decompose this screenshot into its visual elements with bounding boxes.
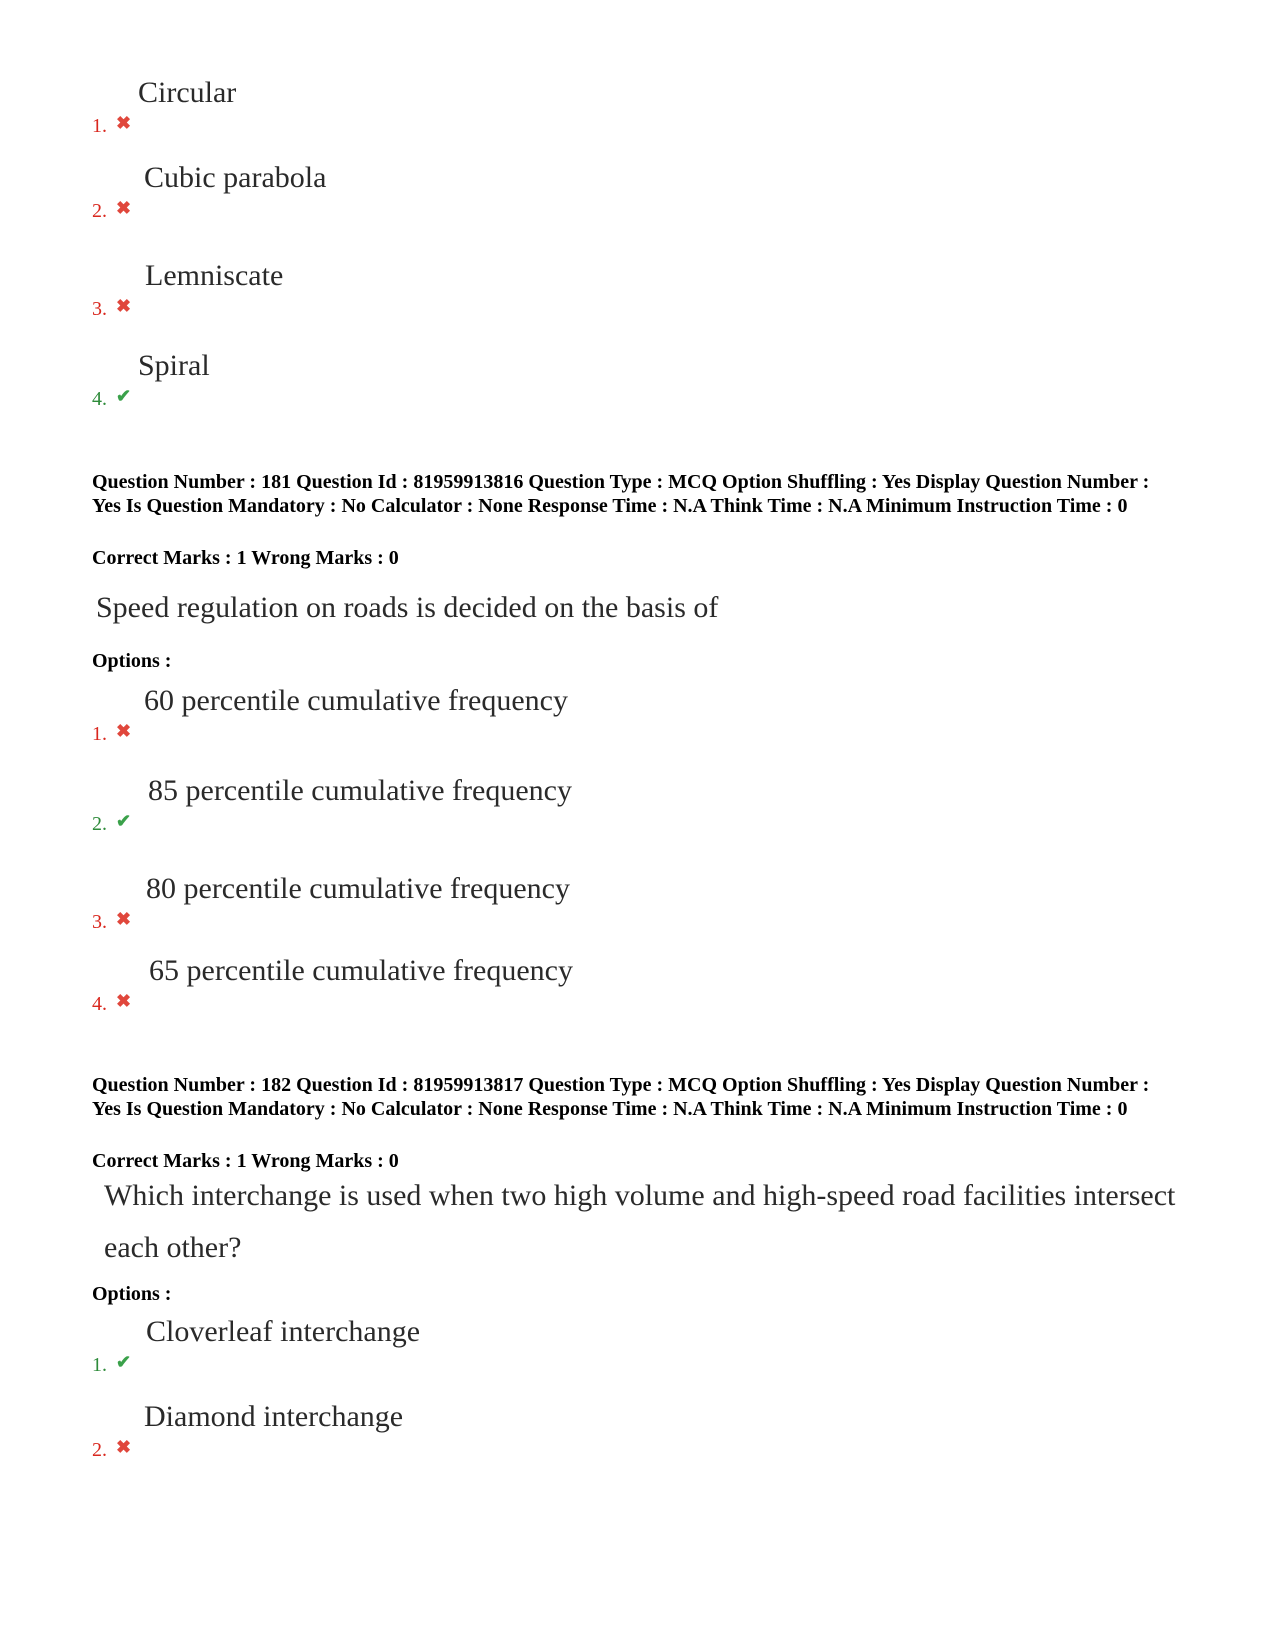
option-number: 3.: [92, 911, 107, 933]
option-text: Diamond interchange: [144, 1400, 404, 1433]
question-marks: Correct Marks : 1 Wrong Marks : 0: [92, 1150, 399, 1172]
option-text: Circular: [138, 76, 237, 109]
option-text: 65 percentile cumulative frequency: [149, 954, 573, 987]
option-text: 85 percentile cumulative frequency: [148, 774, 572, 807]
option-number: 4.: [92, 993, 107, 1015]
option-row: [92, 954, 792, 1014]
check-icon: ✔: [116, 1352, 132, 1372]
option-row: [92, 1400, 792, 1460]
option-text: 60 percentile cumulative frequency: [144, 684, 568, 717]
option-number: 1.: [92, 723, 107, 745]
check-icon: ✔: [116, 386, 132, 406]
option-row: [92, 1315, 792, 1375]
cross-icon: ✖: [116, 1437, 132, 1457]
question-text: Which interchange is used when two high volume and high-speed road facilities intersect each other?: [104, 1179, 1176, 1264]
options-label: Options :: [92, 650, 172, 672]
option-row: [92, 349, 792, 409]
cross-icon: ✖: [116, 991, 132, 1011]
options-label: Options :: [92, 1283, 172, 1305]
option-row: [92, 76, 792, 136]
option-text: Lemniscate: [145, 259, 284, 292]
option-text: Cloverleaf interchange: [146, 1315, 421, 1348]
cross-icon: ✖: [116, 113, 132, 133]
option-number: 1.: [92, 1354, 107, 1376]
cross-icon: ✖: [116, 198, 132, 218]
option-text: 80 percentile cumulative frequency: [146, 872, 570, 905]
option-row: [92, 161, 792, 221]
option-text: Cubic parabola: [144, 161, 327, 194]
option-text: Spiral: [138, 349, 210, 382]
option-number: 2.: [92, 200, 107, 222]
option-row: [92, 259, 792, 319]
check-icon: ✔: [116, 811, 132, 831]
option-number: 1.: [92, 115, 107, 137]
question-meta: Question Number : 181 Question Id : 81959913816 Question Type : MCQ Option Shuffling : Yes Display Question Number : Yes Is Question Mandatory : No Calculator : None Response Time : N.A Think Time : N.A Minimum Instruction Time : 0: [92, 471, 1150, 517]
option-number: 2.: [92, 813, 107, 835]
option-row: [92, 872, 792, 932]
cross-icon: ✖: [116, 296, 132, 316]
option-row: [92, 684, 792, 744]
question-meta: Question Number : 182 Question Id : 81959913817 Question Type : MCQ Option Shuffling : Yes Display Question Number : Yes Is Question Mandatory : No Calculator : None Response Time : N.A Think Time : N.A Minimum Instruction Time : 0: [92, 1074, 1150, 1120]
option-number: 2.: [92, 1439, 107, 1461]
question-marks: Correct Marks : 1 Wrong Marks : 0: [92, 547, 399, 569]
cross-icon: ✖: [116, 909, 132, 929]
cross-icon: ✖: [116, 721, 132, 741]
option-number: 4.: [92, 388, 107, 410]
option-row: [92, 774, 792, 834]
question-text: Speed regulation on roads is decided on the basis of: [96, 591, 719, 624]
option-number: 3.: [92, 298, 107, 320]
